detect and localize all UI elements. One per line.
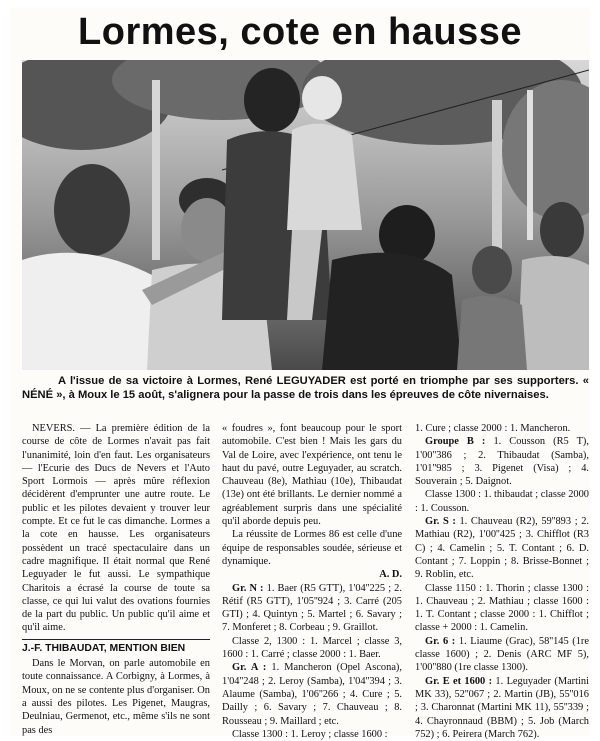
article-column-2 [222, 422, 402, 741]
results-group-n [222, 582, 402, 635]
article-paragraph: NEVERS. — La première édition de la course de côte de Lormes n'avait pas fait l'unanimité, loin d'en faut. Les organisateurs — l'Ecurie des Ducs de Nevers et l'Auto Sport Lormois — après mûre réflexion décidèrent d'emprunter une autre route. Le public et les pilotes devaient y trouver leur compte. Et ce fut le cas dimanche. Lormes a la cote en hausse. Les organisateurs possèdent un tracé spectaculaire dans un cadre magnifique. Il était normal que René Leguyader le fut aussi. Le sympathique Charitois a écrasé la course de toute sa classe, ce qui lui valut des ovations fournies de la part du public. Un public qu'il aime et qu'il aime. [22, 423, 210, 634]
results-classes: Classe 1300 : 1. Leroy ; classe 1600 : [232, 728, 388, 740]
results-group-s [415, 515, 589, 581]
article-paragraph: « foudres », font beaucoup pour le sport automobile. C'est bien ! Mais les gars du Val de Loire, avec l'expérience, ont tenu le haut du pavé, outre Leguyader, au scratch. Chauveau (8e), Mathiau (10e), Thibaudat (13e) ont été brillants. Le dernier nommé a agréablement surpris dans une spécialité qu'il aborde depuis peu. [222, 423, 402, 528]
group-label: Gr. 6 : [425, 635, 456, 647]
photo-caption [22, 374, 589, 402]
newspaper-page [10, 8, 590, 740]
results-group-6 [415, 635, 589, 675]
article-column-3 [415, 422, 589, 741]
article-paragraph: Dans le Morvan, on parle automobile en toute connaissance. A Corbigny, à Lormes, à Moux, on ne se contente plus d'organiser. On a aussi des pilotes. Les Pigenet, Maugras, Deulniau, Germenot, etc., même s'ils ne sont pas des [22, 658, 210, 736]
photo-winner-carried [22, 60, 589, 370]
article-paragraph: La réussite de Lormes 86 est celle d'une équipe de responsables soudée, sérieuse et dynamique. [222, 529, 402, 567]
caption-text: A l'issue de sa victoire à Lormes, René LEGUYADER est porté en triomphe par ses supporters. « NÉNÉ », à Moux le 15 août, s'alignera pour la passe de trois dans les épreuves de côte nivernaises. [22, 375, 589, 401]
group-results: 1. Liaume (Grac), 58''145 (1re classe 1600) ; 2. Denis (ARC MF 5), 1'00''880 (1re classe 1300). [415, 635, 589, 674]
results-group-b [415, 435, 589, 488]
results-classes: Classe 2, 1300 : 1. Marcel ; classe 3, 1600 : 1. Carré ; classe 2000 : 1. Baer. [222, 635, 402, 661]
results-classes: Classe 1150 : 1. Thorin ; classe 1300 : 1. Chauveau ; 2. Mathiau ; classe 1600 : 1. T. Contant ; classe 2000 : 1. Chifflot ; classe + 2000 : 1. Camelin. [415, 582, 589, 634]
group-results: 1. Chauveau (R2), 59''893 ; 2. Mathiau (R2), 1'00''425 ; 3. Chifflot (R3 C) ; 4. Camelin ; 5. T. Contant ; 6. D. Contant ; 7. Loppin ; 8. Brisse-Bonnet ; 9. Roblin, etc. [415, 516, 590, 581]
group-results: 1. Baer (R5 GTT), 1'04''225 ; 2. Rétif (R5 GTT), 1'05''924 ; 3. Carré (205 GTI) ; 4. Quintyn ; 5. Martel ; 6. Savary ; 7. Monferet ; 8. Corbeau ; 9. Graillot. [222, 582, 402, 634]
author-signature: A. D. [379, 569, 402, 581]
group-results: 1. Leguyader (Martini MK 33), 52''067 ; 2. Martin (JB), 55''016 ; 3. Charonnat (Martini MK 11), 55''339 ; 4. Chayronnaud (BBM) ; 5. Job (March 752) ; 6. Peirera (March 762). [415, 675, 589, 740]
headline: Lormes, cote en hausse [78, 11, 522, 53]
group-label: Groupe B : [425, 436, 486, 448]
group-label: Gr. N : [232, 582, 264, 594]
group-label: Gr. S : [425, 516, 456, 528]
article-subheading: J.-F. THIBAUDAT, MENTION BIEN [22, 639, 210, 655]
results-group-a [222, 661, 402, 727]
article-column-1 [22, 422, 210, 737]
group-results: 1. Mancheron (Opel Ascona), 1'04''248 ; 2. Leroy (Samba), 1'04''394 ; 3. Alaume (Samba), 1'06''266 ; 4. Cure ; 5. Dailly ; 6. Savary ; 7. Chauveau ; 8. Rousseau ; 9. Maillard ; etc. [222, 662, 402, 727]
group-label: Gr. E et 1600 : [425, 675, 493, 687]
group-results: 1. Cousson (R5 T), 1'00''386 ; 2. Thibaudat (Samba), 1'01''985 ; 3. Pigenet (Visa) ; 4. Souverain ; 5. Daignot. [415, 436, 589, 488]
group-label: Gr. A : [232, 662, 267, 674]
photo-illustration [22, 60, 589, 370]
results-group-e [415, 675, 589, 741]
results-classes: 1. Cure ; classe 2000 : 1. Mancheron. [415, 423, 571, 434]
results-classes: Classe 1300 : 1. thibaudat ; classe 2000 : 1. Cousson. [415, 489, 589, 514]
